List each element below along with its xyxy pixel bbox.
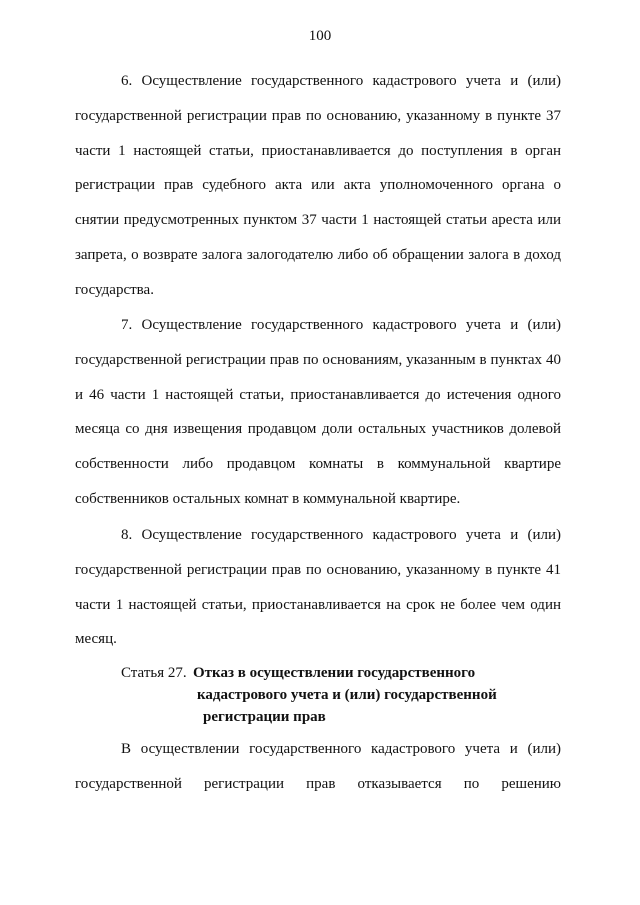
page-number: 100	[308, 28, 332, 44]
article-title	[193, 662, 513, 728]
paragraph-7-text: 7. Осуществление государственного кадастрового учета и (или) государственной регистрации прав по основаниям, указанным в пунктах 40 и 46 части 1 настоящей статьи, приостанавливается до истечения одного месяца со дня извещения продавцом доли остальных участников долевой собственности либо продавцом комнаты в коммунальной квартире собственников остальных комнат в коммунальной квартире.	[75, 317, 561, 507]
paragraph-8-text: 8. Осуществление государственного кадастрового учета и (или) государственной регистрации прав по основанию, указанному в пункте 41 части 1 настоящей статьи, приостанавливается на срок не более чем один месяц.	[75, 527, 561, 648]
paragraph-article-27	[75, 732, 561, 802]
article-title-line-3: регистрации прав	[203, 709, 326, 725]
paragraph-article-27-text: В осуществлении государственного кадастрового учета и (или) государственной регистрации прав отказывается по решению	[75, 741, 561, 792]
paragraph-8	[75, 518, 561, 657]
paragraph-6-text: 6. Осуществление государственного кадастрового учета и (или) государственной регистрации прав по основанию, указанному в пункте 37 части 1 настоящей статьи, приостанавливается до поступления в орган регистрации прав судебного акта или акта уполномоченного органа о снятии предусмотренных пунктом 37 части 1 настоящей статьи ареста или запрета, о возврате залога залогодателю либо об обращении залога в доход государства.	[75, 73, 561, 298]
paragraph-7	[75, 308, 561, 517]
article-number: Статья 27.	[121, 665, 187, 681]
article-title-line-1: Отказ в осуществлении государственного	[193, 665, 476, 681]
article-title-line-2: кадастрового учета и (или) государственной	[197, 687, 497, 703]
paragraph-6	[75, 64, 561, 308]
